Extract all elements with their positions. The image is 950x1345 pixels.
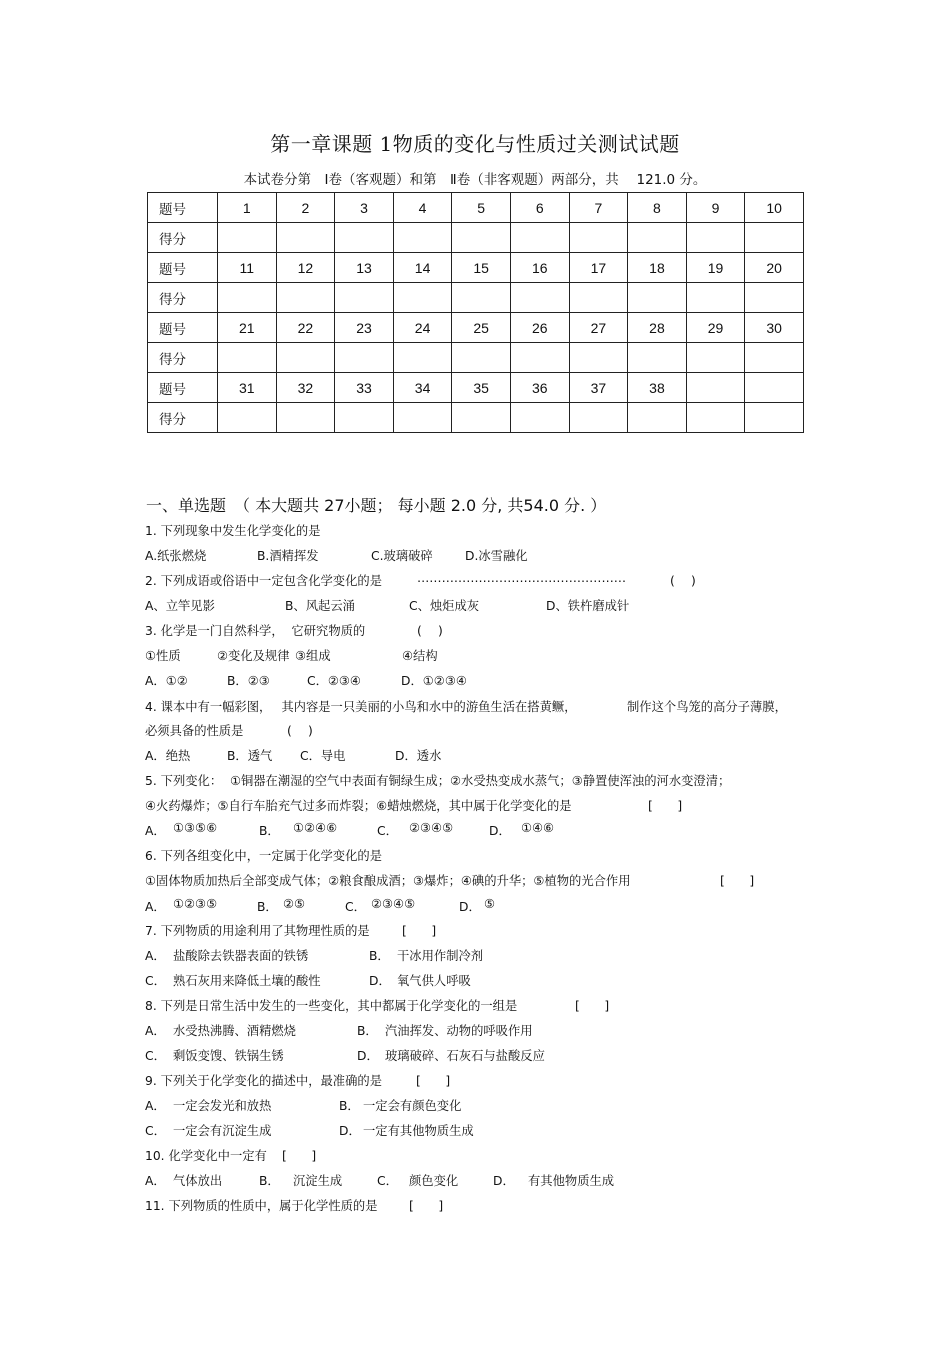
line-text: 1. 下列现象中发生化学变化的是 [145, 524, 321, 538]
line-text: [ ] [282, 1149, 317, 1163]
line-text: [ ] [575, 999, 610, 1013]
score-table-row [148, 283, 804, 313]
question-number-cell: 21 [218, 313, 277, 343]
score-cell [276, 403, 335, 433]
question-number-cell: 38 [628, 373, 687, 403]
score-cell [276, 343, 335, 373]
line-text: ②⑤ [283, 897, 306, 911]
score-cell [335, 283, 394, 313]
line-text: 10. 化学变化中一定有 [145, 1149, 267, 1163]
line-text: B、风起云涌 [285, 599, 355, 613]
score-cell [218, 343, 277, 373]
line-text: 玻璃破碎、石灰石与盐酸反应 [385, 1049, 545, 1063]
score-cell [745, 223, 804, 253]
score-cell [452, 343, 511, 373]
question-number-cell: 1 [218, 193, 277, 223]
page-title: 第一章课题 1物质的变化与性质过关测试试题 [270, 132, 680, 156]
line-text: 一定会有颜色变化 [363, 1099, 462, 1113]
line-text: 5. 下列变化： ①铜器在潮湿的空气中表面有铜绿生成；②水受热变成水蒸气；③静置使浑浊的河水变澄清； [145, 774, 731, 788]
score-table-row [148, 223, 804, 253]
line-text: [ ] [720, 874, 755, 888]
line-text: [ ] [409, 1199, 444, 1213]
line-text: ①固体物质加热后全部变成气体；②粮食酿成酒；③爆炸；④碘的升华；⑤植物的光合作用 [145, 874, 631, 888]
line-text: C.玻璃破碎 [371, 549, 433, 563]
question-number-cell: 8 [628, 193, 687, 223]
score-cell [335, 343, 394, 373]
line-text: B．透气 [227, 749, 273, 763]
question-number-cell: 4 [393, 193, 452, 223]
line-text: C． [345, 900, 366, 914]
line-text: A． [145, 949, 166, 963]
line-text: 气体放出 [173, 1174, 223, 1188]
row-label: 得分 [148, 403, 218, 433]
score-table-row [148, 343, 804, 373]
line-text: [ ] [416, 1074, 451, 1088]
line-text: 11. 下列物质的性质中，属于化学性质的是 [145, 1199, 378, 1213]
line-text: D． [493, 1174, 515, 1188]
line-text: D.冰雪融化 [465, 549, 528, 563]
question-number-cell: 16 [510, 253, 569, 283]
score-cell [393, 343, 452, 373]
line-text: 有其他物质生成 [528, 1174, 615, 1188]
question-number-cell: 9 [686, 193, 745, 223]
line-text: A． [145, 824, 166, 838]
question-number-cell: 12 [276, 253, 335, 283]
question-number-cell: 35 [452, 373, 511, 403]
question-number-cell: 17 [569, 253, 628, 283]
line-text: 剩饭变馊、铁锅生锈 [173, 1049, 284, 1063]
line-text: B． [369, 949, 390, 963]
question-number-cell: 34 [393, 373, 452, 403]
line-text: A． [145, 1024, 166, 1038]
line-text: [ ] [402, 924, 437, 938]
score-table-row [148, 193, 804, 223]
score-table [147, 192, 804, 433]
line-text: 4. 课本中有一幅彩图， 其内容是一只美丽的小鸟和水中的游鱼生活在搭黄鳜， [145, 700, 577, 714]
line-text: C．②③④ [307, 674, 361, 688]
line-text: 颜色变化 [409, 1174, 459, 1188]
line-text: D、铁杵磨成针 [546, 599, 630, 613]
question-number-cell: 25 [452, 313, 511, 343]
line-text: 一定有其他物质生成 [363, 1124, 474, 1138]
line-text: 氧气供人呼吸 [397, 974, 471, 988]
row-label: 题号 [148, 253, 218, 283]
score-cell [218, 283, 277, 313]
score-cell [569, 283, 628, 313]
line-text: 7. 下列物质的用途利用了其物理性质的是 [145, 924, 370, 938]
line-text: ②③④⑤ [371, 897, 416, 911]
line-text: D． [369, 974, 391, 988]
score-cell [686, 343, 745, 373]
question-number-cell: 31 [218, 373, 277, 403]
line-text: D．透水 [395, 749, 442, 763]
line-text: ( ) [417, 624, 443, 638]
line-text: 一定会有沉淀生成 [173, 1124, 272, 1138]
row-label: 题号 [148, 313, 218, 343]
line-text: ①②④⑥ [293, 821, 338, 835]
line-text: A．绝热 [145, 749, 191, 763]
score-cell [686, 283, 745, 313]
line-text: C． [377, 1174, 398, 1188]
line-text: D． [489, 824, 511, 838]
question-number-cell: 27 [569, 313, 628, 343]
score-cell [628, 403, 687, 433]
question-number-cell: 37 [569, 373, 628, 403]
line-text: …………………………………………… [417, 571, 627, 585]
question-number-cell: 2 [276, 193, 335, 223]
question-number-cell: 28 [628, 313, 687, 343]
score-cell [393, 283, 452, 313]
line-text: ( ) [287, 724, 313, 738]
score-cell [569, 403, 628, 433]
score-cell [510, 343, 569, 373]
line-text: C、烛炬成灰 [409, 599, 480, 613]
score-cell [686, 373, 745, 403]
score-table-row [148, 403, 804, 433]
line-text: ②③④⑤ [409, 821, 454, 835]
line-text: B． [259, 1174, 280, 1188]
question-number-cell: 3 [335, 193, 394, 223]
line-text: ③组成 [295, 649, 331, 663]
line-text: 8. 下列是日常生活中发生的一些变化，其中都属于化学变化的一组是 [145, 999, 518, 1013]
row-label: 题号 [148, 193, 218, 223]
score-cell [276, 283, 335, 313]
line-text: 干冰用作制冷剂 [397, 949, 484, 963]
row-label: 得分 [148, 283, 218, 313]
line-text: B． [257, 900, 278, 914]
exam-subtitle: 本试卷分第 Ⅰ卷（客观题）和第 Ⅱ卷（非客观题）两部分，共 121.0 分。 [243, 172, 707, 188]
line-text: 一定会发光和放热 [173, 1099, 272, 1113]
score-cell [393, 403, 452, 433]
question-number-cell: 36 [510, 373, 569, 403]
score-cell [745, 343, 804, 373]
score-cell [686, 223, 745, 253]
score-cell [335, 403, 394, 433]
score-cell [393, 223, 452, 253]
line-text: C． [145, 974, 166, 988]
question-number-cell: 33 [335, 373, 394, 403]
question-number-cell: 5 [452, 193, 511, 223]
score-cell [628, 223, 687, 253]
question-number-cell: 13 [335, 253, 394, 283]
score-table-row [148, 253, 804, 283]
row-label: 得分 [148, 223, 218, 253]
line-text: ①③⑤⑥ [173, 821, 218, 835]
score-cell [276, 223, 335, 253]
line-text: 制作这个鸟笼的高分子薄膜， [627, 700, 787, 714]
line-text: 3. 化学是一门自然科学， 它研究物质的 [145, 624, 366, 638]
line-text: 9. 下列关于化学变化的描述中，最准确的是 [145, 1074, 382, 1088]
score-cell [510, 283, 569, 313]
question-number-cell: 32 [276, 373, 335, 403]
line-text: B． [339, 1099, 360, 1113]
line-text: B.酒精挥发 [257, 549, 319, 563]
score-table-row [148, 313, 804, 343]
line-text: D． [339, 1124, 361, 1138]
score-cell [510, 403, 569, 433]
question-number-cell: 22 [276, 313, 335, 343]
score-cell [628, 343, 687, 373]
line-text: ①②③⑤ [173, 897, 218, 911]
score-cell [569, 343, 628, 373]
line-text: D． [459, 900, 481, 914]
score-table-row [148, 373, 804, 403]
line-text: C． [145, 1049, 166, 1063]
score-cell [745, 403, 804, 433]
question-number-cell: 23 [335, 313, 394, 343]
line-text: B． [357, 1024, 378, 1038]
question-number-cell: 7 [569, 193, 628, 223]
question-number-cell: 20 [745, 253, 804, 283]
question-number-cell: 26 [510, 313, 569, 343]
row-label: 题号 [148, 373, 218, 403]
question-number-cell: 19 [686, 253, 745, 283]
question-number-cell: 15 [452, 253, 511, 283]
line-text: ⑤ [484, 897, 496, 911]
line-text: ②变化及规律 [217, 649, 290, 663]
score-cell [628, 283, 687, 313]
line-text: A.纸张燃烧 [145, 549, 207, 563]
line-text: ( ) [670, 574, 696, 588]
score-cell [510, 223, 569, 253]
score-cell [745, 373, 804, 403]
score-cell [686, 403, 745, 433]
line-text: C．导电 [300, 749, 346, 763]
score-cell [452, 283, 511, 313]
row-label: 得分 [148, 343, 218, 373]
question-number-cell: 29 [686, 313, 745, 343]
line-text: 熟石灰用来降低土壤的酸性 [173, 974, 321, 988]
line-text: A． [145, 900, 166, 914]
line-text: A． [145, 1174, 166, 1188]
line-text: A． [145, 1099, 166, 1113]
line-text: 沉淀生成 [293, 1174, 343, 1188]
line-text: 2. 下列成语或俗语中一定包含化学变化的是 [145, 574, 382, 588]
score-cell [218, 223, 277, 253]
question-number-cell: 24 [393, 313, 452, 343]
score-cell [569, 223, 628, 253]
score-cell [335, 223, 394, 253]
question-number-cell: 6 [510, 193, 569, 223]
score-cell [745, 283, 804, 313]
line-text: D．①②③④ [401, 674, 467, 688]
line-text: ④火药爆炸；⑤自行车胎充气过多而炸裂；⑥蜡烛燃烧，其中属于化学变化的是 [145, 799, 572, 813]
line-text: C． [145, 1124, 166, 1138]
question-number-cell: 18 [628, 253, 687, 283]
line-text: D． [357, 1049, 379, 1063]
line-text: A．①② [145, 674, 188, 688]
line-text: B． [259, 824, 280, 838]
line-text: 汽油挥发、动物的呼吸作用 [385, 1024, 533, 1038]
line-text: B．②③ [227, 674, 270, 688]
line-text: 必须具备的性质是 [145, 724, 244, 738]
question-number-cell: 14 [393, 253, 452, 283]
line-text: ①性质 [145, 649, 181, 663]
section-heading: 一、单选题 （ 本大题共 27小题； 每小题 2.0 分, 共54.0 分. ） [146, 496, 607, 515]
score-cell [218, 403, 277, 433]
line-text: 盐酸除去铁器表面的铁锈 [173, 949, 309, 963]
score-cell [452, 223, 511, 253]
line-text: 水受热沸腾、酒精燃烧 [173, 1024, 296, 1038]
question-number-cell: 30 [745, 313, 804, 343]
line-text: ④结构 [402, 649, 438, 663]
score-cell [452, 403, 511, 433]
line-text: C． [377, 824, 398, 838]
question-number-cell: 10 [745, 193, 804, 223]
line-text: ①④⑥ [521, 821, 555, 835]
line-text: 6. 下列各组变化中，一定属于化学变化的是 [145, 849, 382, 863]
line-text: A、立竿见影 [145, 599, 215, 613]
question-number-cell: 11 [218, 253, 277, 283]
line-text: [ ] [648, 799, 683, 813]
